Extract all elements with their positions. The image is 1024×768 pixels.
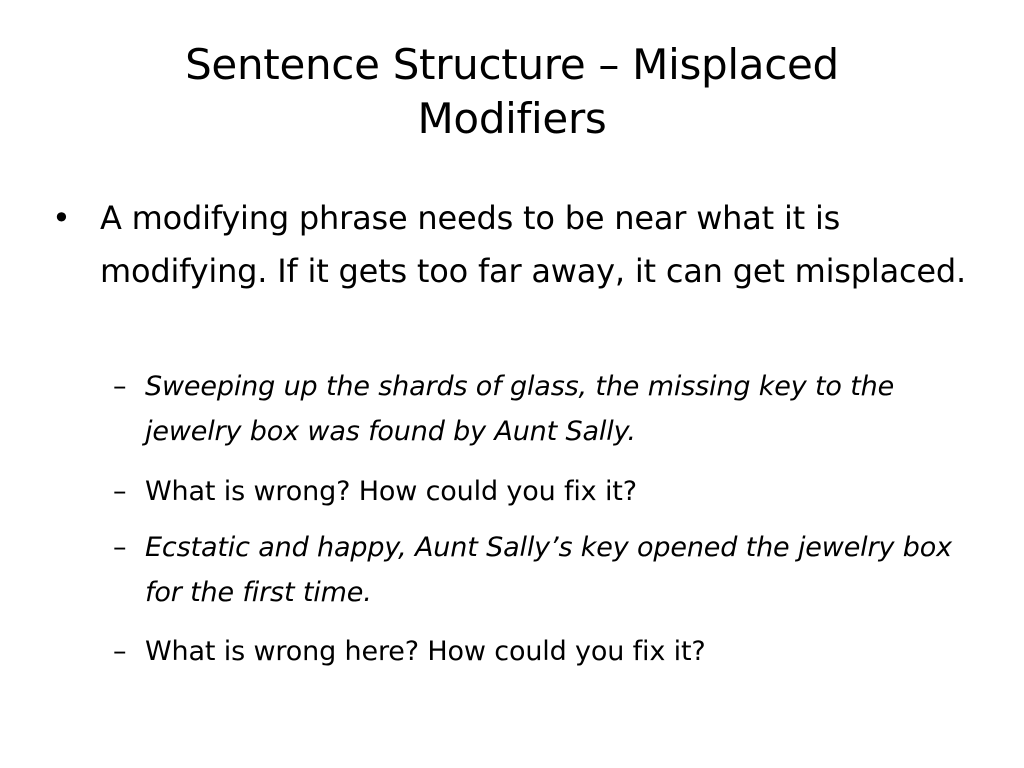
sub-bullet-text: What is wrong? How could you fix it? bbox=[145, 476, 637, 507]
sub-bullet-marker: – bbox=[113, 636, 127, 667]
bullet-marker: • bbox=[52, 199, 71, 237]
sub-bullet-item bbox=[113, 469, 963, 514]
sub-bullet-item bbox=[113, 364, 963, 454]
sub-bullet-text: Ecstatic and happy, Aunt Sally’s key opened the jewelry box for the first time. bbox=[145, 532, 952, 608]
sub-bullet-item bbox=[113, 525, 963, 615]
sub-bullet-item bbox=[113, 629, 963, 674]
sub-bullet-marker: – bbox=[113, 371, 127, 402]
sub-bullet-text: What is wrong here? How could you fix it? bbox=[145, 636, 706, 667]
bullet-text: A modifying phrase needs to be near what it is modifying. If it gets too far away, it can get misplaced. bbox=[100, 199, 966, 290]
slide-title: Sentence Structure – Misplaced Modifiers bbox=[185, 40, 839, 143]
sub-bullet-text: Sweeping up the shards of glass, the missing key to the jewelry box was found by Aunt Sally. bbox=[145, 371, 895, 447]
sub-bullet-marker: – bbox=[113, 476, 127, 507]
bullet-item bbox=[52, 192, 982, 298]
sub-bullet-marker: – bbox=[113, 532, 127, 563]
